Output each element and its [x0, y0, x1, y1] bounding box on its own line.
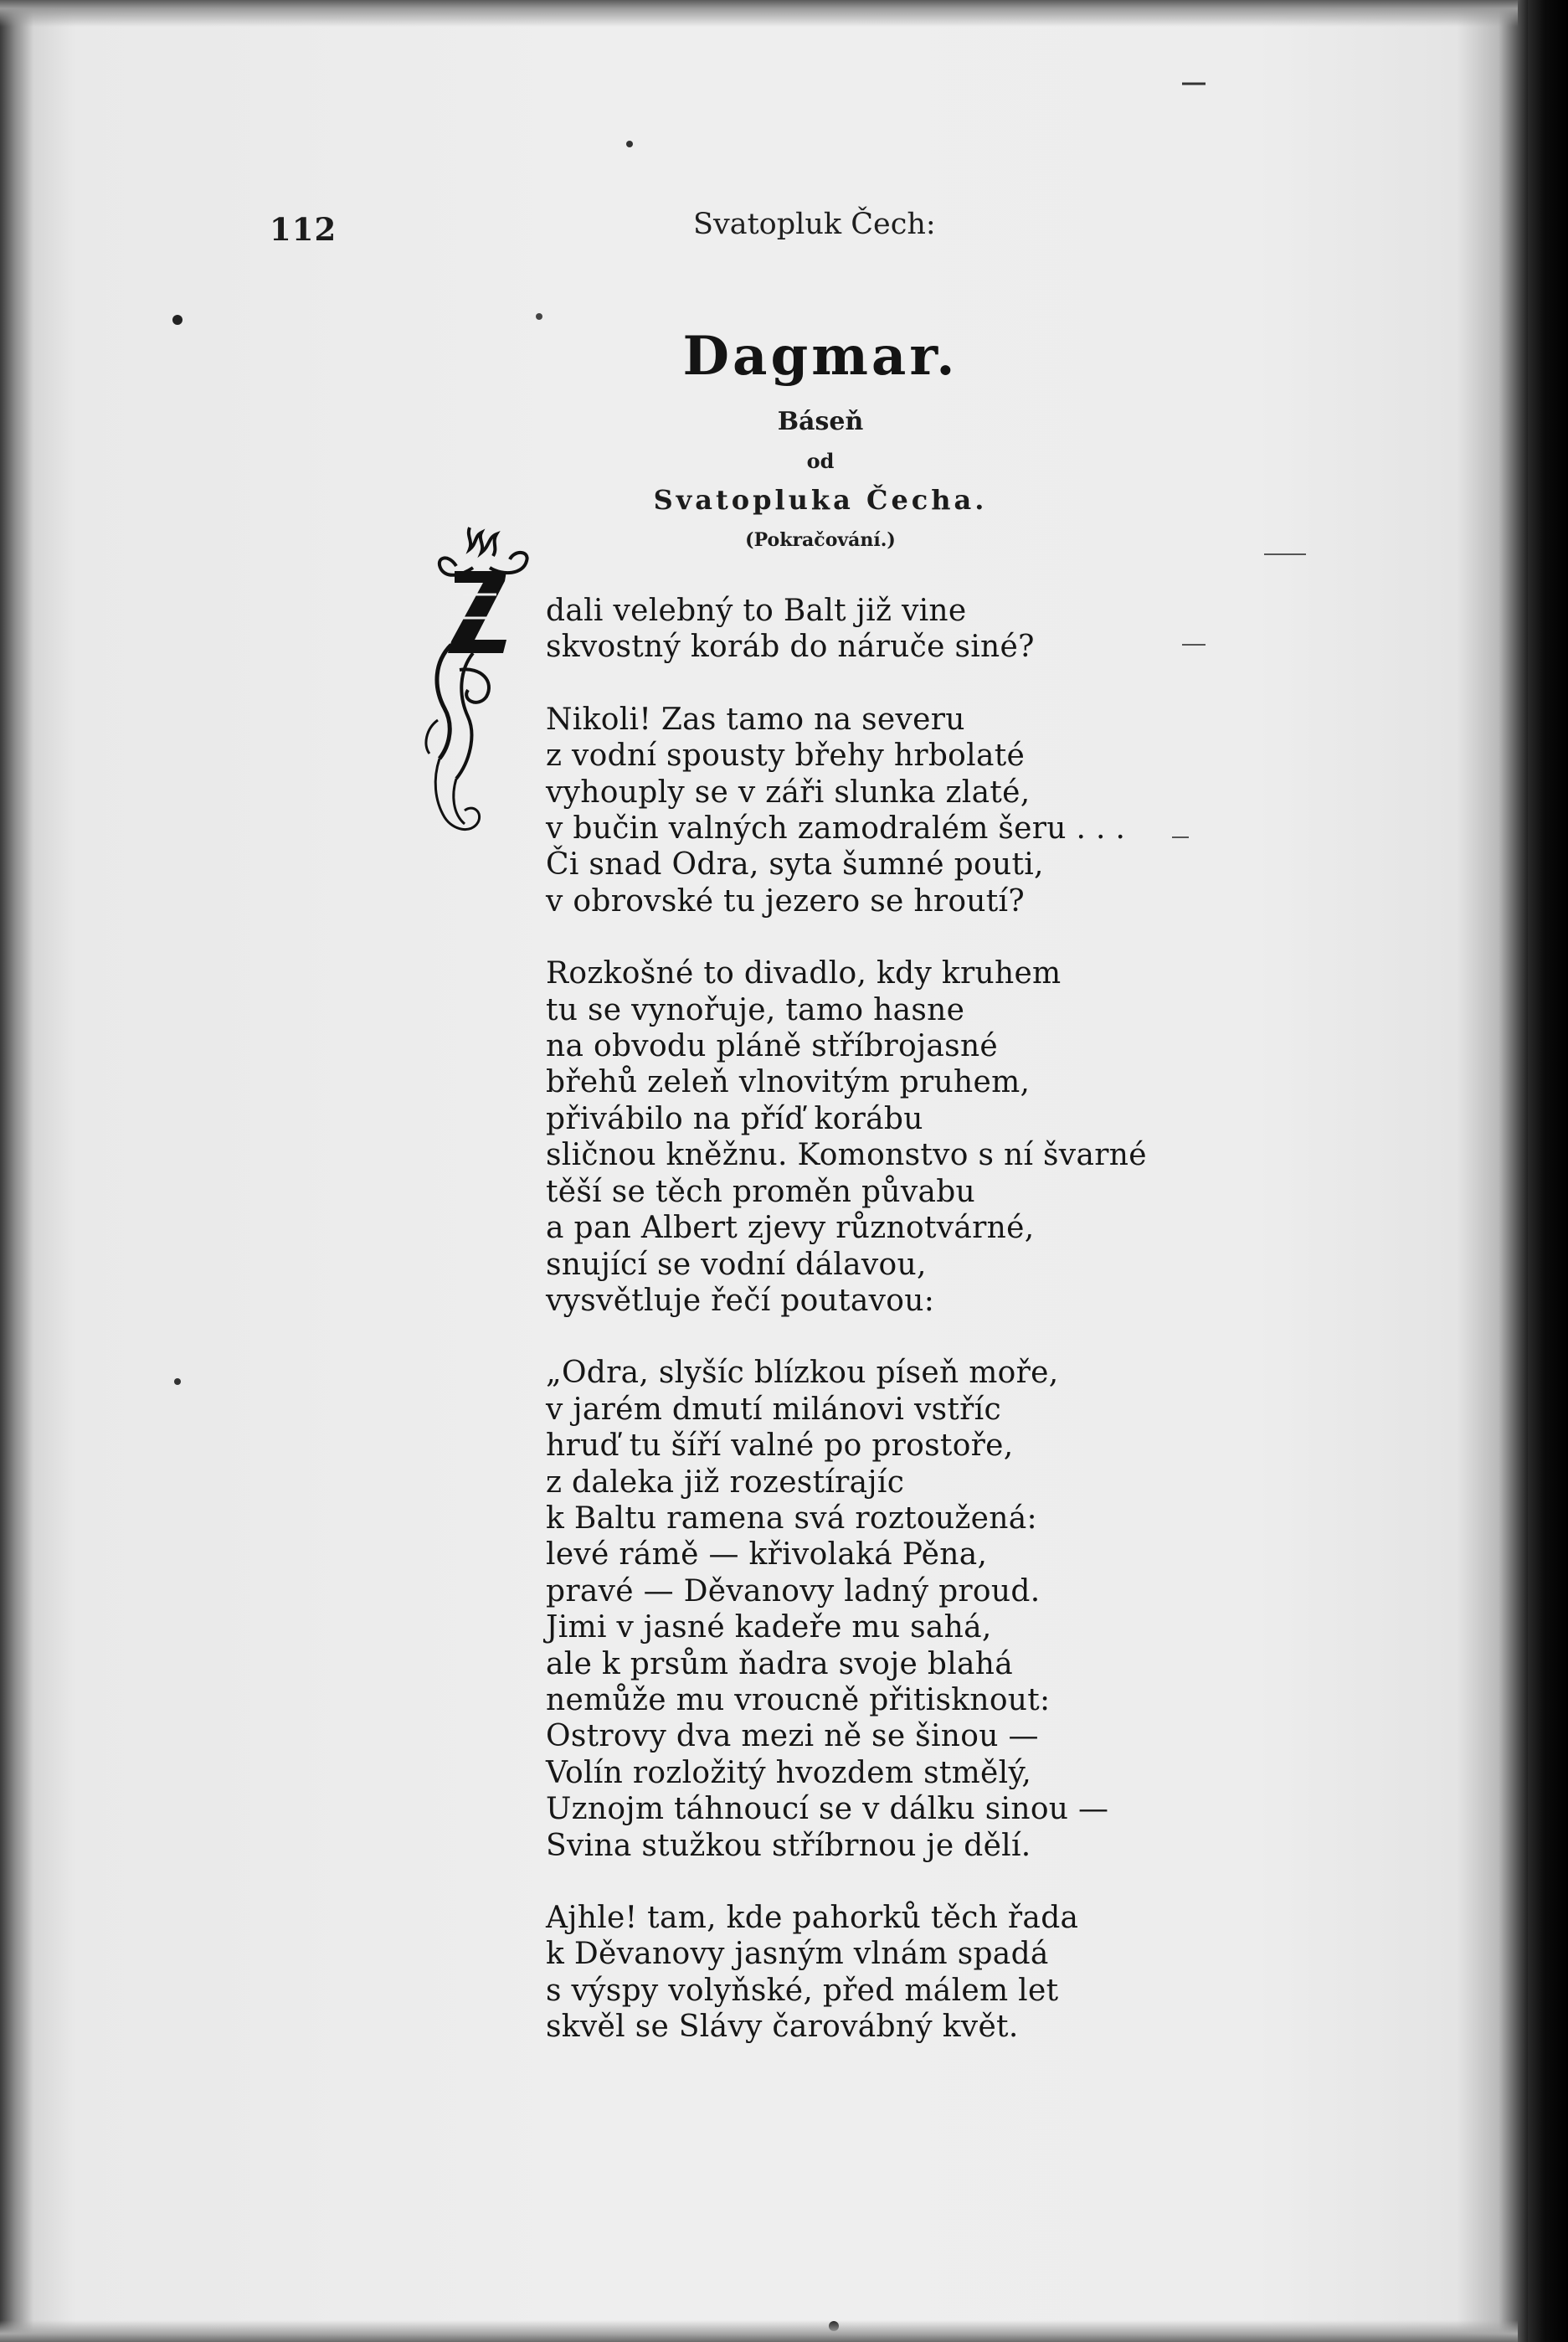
poem-line: Či snad Odra, syta šumné pouti, — [546, 847, 1044, 883]
poem-line: z vodní spousty břehy hrbolaté — [546, 739, 1026, 774]
poem-line: s výspy volyňské, před málem let — [546, 1973, 1059, 2008]
poem-line: Ajhle! tam, kde pahorků těch řada — [546, 1901, 1079, 1935]
poem-line: nemůže mu vroucně přitisknout: — [546, 1682, 1051, 1717]
author-name: Svatopluka Čecha. — [653, 484, 988, 516]
poem-line: „Odra, slyšíc blízkou píseň moře, — [546, 1356, 1059, 1391]
genre-label: Báseň — [777, 407, 864, 436]
poem-line: vyhouply se v záři slunka zlaté, — [546, 775, 1031, 810]
poem-line: Nikoli! Zas tamo na severu — [546, 702, 965, 737]
poem-line: dali velebný to Balt již vine — [546, 594, 967, 628]
continued-note: (Pokračování.) — [745, 529, 896, 551]
poem-line: Jimi v jasné kadeře mu sahá, — [546, 1610, 992, 1645]
poem-line: Ostrovy dva mezi ně se šinou — — [546, 1719, 1039, 1754]
poem-line: z daleka již rozestírajíc — [546, 1464, 905, 1500]
poem-line: vysvětluje řečí poutavou: — [546, 1283, 935, 1318]
poem-line: snující se vodní dálavou, — [546, 1247, 927, 1282]
stanza-1 — [546, 593, 1182, 666]
poem-line: hruď tu šíří valné po prostoře, — [546, 1428, 1014, 1464]
ornamental-initial-z-icon — [423, 519, 553, 871]
poem-line: k Baltu ramena svá roztoužená: — [546, 1500, 1037, 1536]
poem-line: v jarém dmutí milánovi vstříc — [546, 1392, 1001, 1427]
poem-line: pravé — Děvanovy ladný proud. — [546, 1573, 1041, 1609]
poem-line: Svina stužkou stříbrnou je dělí. — [546, 1828, 1031, 1863]
page-number: 112 — [270, 211, 337, 248]
stanza-4 — [546, 1355, 1182, 1864]
poem-line: sličnou kněžnu. Komonstvo s ní švarné — [546, 1138, 1147, 1173]
byline-od: od — [806, 449, 835, 473]
poem-line: Volín rozložitý hvozdem stmělý, — [546, 1755, 1032, 1790]
poem-title: Dagmar. — [682, 325, 959, 388]
poem-line: ale k prsům ňadra svoje blahá — [546, 1646, 1014, 1681]
poem-line: levé rámě — křivolaká Pěna, — [546, 1537, 988, 1572]
running-head: Svatopluk Čech: — [693, 208, 936, 241]
poem-line: přivábilo na příď korábu — [546, 1101, 923, 1136]
poem-line: tu se vynořuje, tamo hasne — [546, 992, 965, 1027]
stanza-5 — [546, 1900, 1182, 2046]
poem-line: Rozkošné to divadlo, kdy kruhem — [546, 956, 1062, 991]
poem-line: Uznojm táhnoucí se v dálku sinou — — [546, 1792, 1109, 1827]
stanza-3 — [546, 955, 1182, 1319]
poem-line: skvěl se Slávy čarovábný květ. — [546, 2010, 1019, 2045]
poem-line: skvostný koráb do náruče siné? — [546, 630, 1035, 665]
poem-body — [546, 593, 1182, 2082]
scan-dark-edge — [1528, 0, 1568, 2342]
poem-line: břehů zeleň vlnovitým pruhem, — [546, 1065, 1031, 1100]
poem-line: a pan Albert zjevy různotvárné, — [546, 1211, 1035, 1246]
poem-line: na obvodu pláně stříbrojasné — [546, 1029, 999, 1064]
stanza-2 — [546, 702, 1182, 919]
poem-line: k Děvanovy jasným vlnám spadá — [546, 1937, 1049, 1972]
poem-line: těší se těch proměn půvabu — [546, 1174, 976, 1209]
poem-line: v obrovské tu jezero se hroutí? — [546, 883, 1025, 919]
poem-line: v bučin valných zamodralém šeru . . . — [546, 811, 1126, 847]
